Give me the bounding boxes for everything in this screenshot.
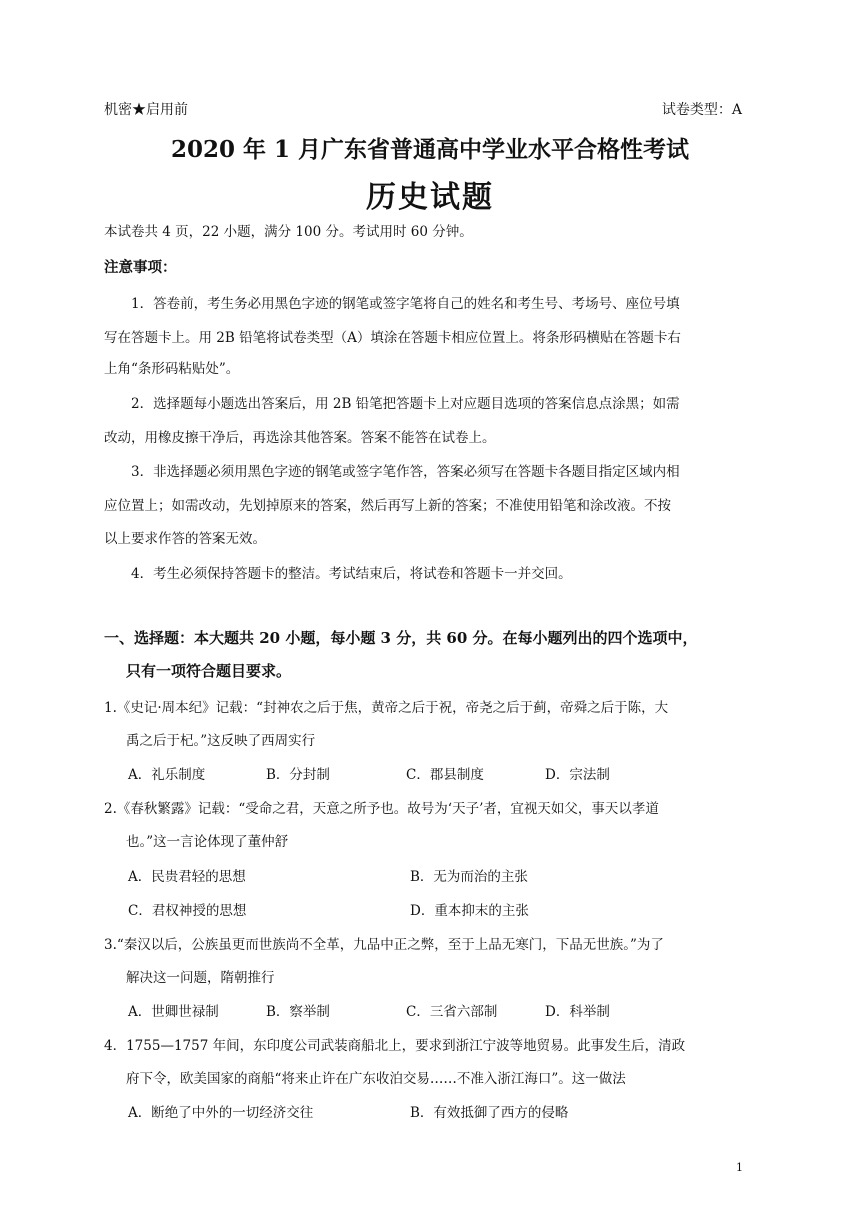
question-stem: 3.“秦汉以后，公族虽更而世族尚不全革，九品中正之弊，至于上品无寒门，下品无世族。”为了 xyxy=(104,937,664,953)
confidential-label: 机密★启用前 xyxy=(104,102,188,118)
notice-line: 3．非选择题必须用黑色字迹的钢笔或签字笔作答，答案必须写在答题卡各题目指定区域内相 xyxy=(131,464,680,480)
question-stem: 1.《史记·周本纪》记载：“封神农之后于焦，黄帝之后于祝，帝尧之后于蓟，帝舜之后于陈，大 xyxy=(104,700,669,716)
notice-line: 应位置上；如需改动，先划掉原来的答案，然后再写上新的答案；不准使用铅笔和涂改液。不按 xyxy=(104,498,671,514)
option-d: D．科举制 xyxy=(545,1004,610,1020)
question-stem: 4．1755—1757 年间，东印度公司武装商船北上，要求到浙江宁波等地贸易。此事发生后，清政 xyxy=(104,1038,686,1054)
question-stem: 2.《春秋繁露》记载：“受命之君，天意之所予也。故号为‘天子’者，宜视天如父，事天以孝道 xyxy=(104,801,659,817)
section-heading: 一、选择题：本大题共 20 小题，每小题 3 分，共 60 分。在每小题列出的四个选项中， xyxy=(104,629,698,647)
option-a: A．世卿世禄制 xyxy=(128,1004,219,1020)
question-stem-cont: 府下令，欧美国家的商船“将来止许在广东收泊交易……不准入浙江海口”。这一做法 xyxy=(126,1071,626,1087)
option-c: C．君权神授的思想 xyxy=(128,903,247,919)
subject-title: 历史试题 xyxy=(366,180,494,215)
exam-intro: 本试卷共 4 页，22 小题，满分 100 分。考试用时 60 分钟。 xyxy=(104,224,473,240)
notice-line: 4．考生必须保持答题卡的整洁。考试结束后，将试卷和答题卡一并交回。 xyxy=(131,566,572,582)
option-b: B．察举制 xyxy=(266,1004,330,1020)
option-a: A．民贵君轻的思想 xyxy=(128,869,246,885)
question-stem-cont: 禹之后于杞。”这反映了西周实行 xyxy=(126,733,316,749)
option-b: B．有效抵御了西方的侵略 xyxy=(410,1105,569,1121)
question-stem-cont: 解决这一问题，隋朝推行 xyxy=(126,970,275,986)
option-b: B．无为而治的主张 xyxy=(410,869,528,885)
option-d: D．宗法制 xyxy=(545,767,610,783)
notice-line: 改动，用橡皮擦干净后，再选涂其他答案。答案不能答在试卷上。 xyxy=(104,430,496,446)
option-c: C．郡县制度 xyxy=(406,767,484,783)
option-a: A．断绝了中外的一切经济交往 xyxy=(128,1105,314,1121)
option-b: B．分封制 xyxy=(266,767,330,783)
option-d: D．重本抑末的主张 xyxy=(410,903,529,919)
notice-line: 1．答卷前，考生务必用黑色字迹的钢笔或签字笔将自己的姓名和考生号、考场号、座位号填 xyxy=(131,296,680,312)
question-stem-cont: 也。”这一言论体现了董仲舒 xyxy=(126,834,289,850)
notice-line: 2．选择题每小题选出答案后，用 2B 铅笔把答题卡上对应题目选项的答案信息点涂黑；如需 xyxy=(131,396,680,412)
exam-title: 2020 年 1 月广东省普通高中学业水平合格性考试 xyxy=(170,136,690,163)
section-heading-cont: 只有一项符合题目要求。 xyxy=(126,662,292,680)
notice-line: 上角“条形码粘贴处”。 xyxy=(104,361,240,377)
option-c: C．三省六部制 xyxy=(406,1004,498,1020)
option-a: A．礼乐制度 xyxy=(128,767,206,783)
notice-line: 写在答题卡上。用 2B 铅笔将试卷类型（A）填涂在答题卡相应位置上。将条形码横贴在答题卡右 xyxy=(104,330,681,346)
paper-type-label: 试卷类型：A xyxy=(661,102,742,118)
page-number: 1 xyxy=(736,1161,743,1174)
notice-line: 以上要求作答的答案无效。 xyxy=(104,531,266,547)
notice-heading: 注意事项： xyxy=(104,260,177,276)
